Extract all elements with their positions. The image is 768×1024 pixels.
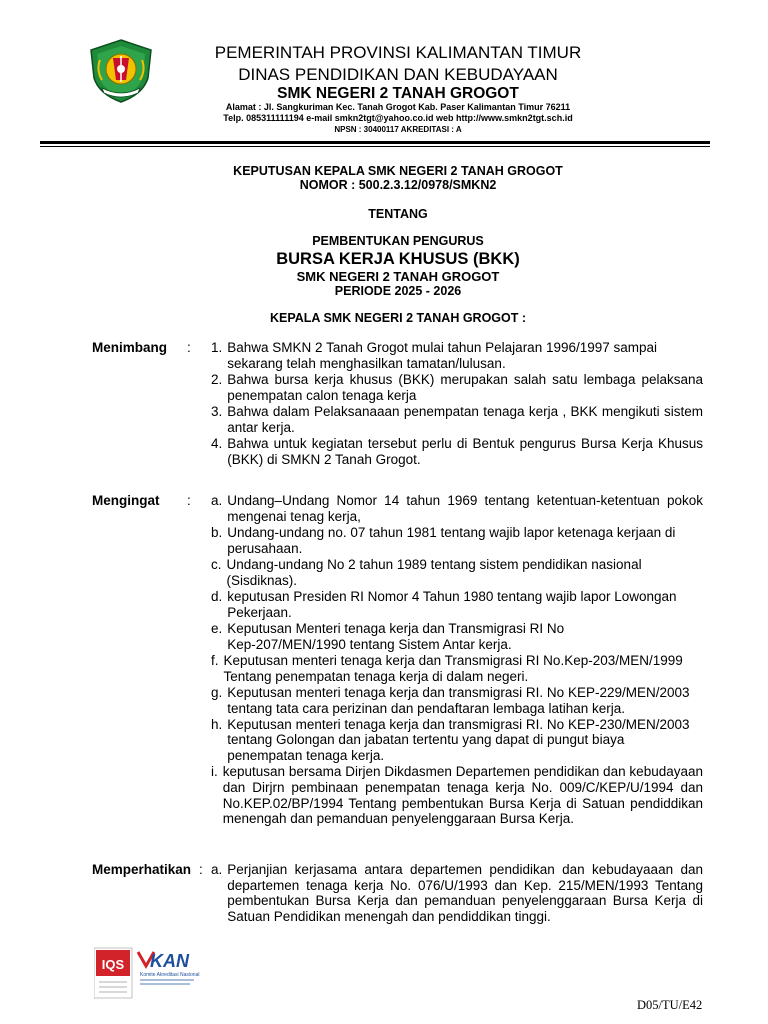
item-number: b. (211, 524, 223, 540)
item-number: d. (211, 588, 223, 604)
section-label: Mengingat (92, 493, 160, 508)
item-number: 4. (211, 435, 223, 451)
document-code: D05/TU/E42 (637, 998, 703, 1012)
item-text: Bahwa dalam Pelaksanaaan penempatan tenaga kerja , BKK mengikuti sistem antar kerja. (227, 403, 703, 435)
decree-about: TENTANG (368, 207, 428, 221)
kan-logo-text: KAN (150, 951, 189, 971)
head-of-school-heading: KEPALA SMK NEGERI 2 TANAH GROGOT : (269, 311, 527, 325)
item-number: i. (211, 764, 218, 780)
list-item (211, 493, 703, 524)
list-item (211, 372, 703, 403)
list-item (211, 436, 703, 467)
item-number: e. (211, 620, 223, 636)
list-item (211, 404, 703, 435)
school-npsn: NPSN : 30400117 AKREDITASI : A (334, 125, 462, 134)
item-number: c. (211, 556, 222, 572)
item-text: Keputusan menteri tenaga kerja dan transmigrasi RI. No KEP-229/MEN/2003 tentang tata cara perizinan dan pendaftaran lembaga latihan kerja. (227, 684, 690, 716)
item-list (211, 862, 703, 925)
letterhead-divider-thick (40, 141, 710, 144)
section-colon: : (199, 862, 203, 877)
item-list (211, 493, 703, 828)
school-name: SMK NEGERI 2 TANAH GROGOT (277, 85, 519, 102)
item-number: 1. (211, 340, 223, 355)
item-number: g. (211, 684, 223, 700)
government-name: PEMERINTAH PROVINSI KALIMANTAN TIMUR (214, 43, 582, 62)
school-address: Alamat : Jl. Sangkuriman Kec. Tanah Grogot Kab. Paser Kalimantan Timur 76211 (225, 102, 571, 112)
item-text: keputusan bersama Dirjen Dikdasmen Departemen pendidikan dan kebudayaan dan Dirjrn pembinaan penempatan tenaga kerja No. 009/C/KEP/U/1994 dan No.KEP.02/BP/1994 Tentang pembentukan Bursa Kerja di Satuan pendiddikan menengah dan pemanduan penyelenggaraan Bursa Kerja. (222, 764, 703, 827)
item-number: f. (211, 652, 219, 668)
iqs-logo-text: IQS (101, 957, 125, 972)
kan-logo-subtitle: Komite Akreditasi Nasional (140, 972, 200, 978)
item-text: Undang-undang no. 07 tahun 1981 tentang wajib lapor ketenaga kerjaan di perusahaan. (227, 524, 676, 556)
list-item (211, 557, 703, 588)
item-text: Keputusan Menteri tenaga kerja dan Transmigrasi RI No Kep-207/MEN/1990 tentang Sistem Antar kerja. (227, 620, 565, 652)
item-text: Keputusan menteri tenaga kerja dan Transmigrasi RI No.Kep-203/MEN/1999 Tentang penempatan tenaga kerja di dalam negeri. (223, 652, 683, 684)
bkk-title: BURSA KERJA KHUSUS (BKK) (276, 250, 520, 268)
decree-title: KEPUTUSAN KEPALA SMK NEGERI 2 TANAH GROGOT (233, 164, 563, 178)
list-item (211, 621, 703, 652)
item-number: h. (211, 716, 223, 732)
item-number: a. (211, 862, 223, 877)
list-item (211, 525, 703, 556)
school-contact: Telp. 085311111194 e-mail smkn2tgt@yahoo.co.id web http://www.smkn2tgt.sch.id (223, 113, 573, 123)
item-text: Perjanjian kerjasama antara departemen pendidikan dan kebudayaaan dan departemen tenaga kerja No. 076/U/1993 dan Kep. 215/MEN/1993 Tentang pembentukan Bursa Kerja dan pemanduan penyelenggaraan Bursa Kerja di Satuan Pendidikan menengah dan pendiddikan tinggi. (227, 862, 703, 924)
item-text: Bahwa untuk kegiatan tersebut perlu di Bentuk pengurus Bursa Kerja Khusus (BKK) di SMKN 2 Tanah Grogot. (227, 435, 703, 467)
bkk-school: SMK NEGERI 2 TANAH GROGOT (296, 269, 500, 284)
section-colon: : (187, 493, 191, 508)
list-item (211, 862, 703, 924)
item-number: a. (211, 493, 223, 508)
section-label: Memperhatikan (92, 862, 192, 877)
item-number: 3. (211, 403, 223, 419)
letterhead-divider-thin (40, 146, 710, 147)
item-number: 2. (211, 371, 223, 387)
item-list (211, 340, 703, 468)
list-item (211, 340, 703, 371)
list-item (211, 685, 703, 716)
decree-subject: PEMBENTUKAN PENGURUS (312, 234, 484, 248)
item-text: Keputusan menteri tenaga kerja dan transmigrasi RI. No KEP-230/MEN/2003 tentang Golongan dan jabatan tertentu yang dapat di pungut biaya penempatan tenaga kerja. (227, 716, 690, 764)
list-item (211, 764, 703, 826)
section-label: Menimbang (92, 340, 168, 355)
item-text: Bahwa bursa kerja khusus (BKK) merupakan salah satu lembaga pelaksana penempatan calon tenaga kerja (227, 371, 703, 403)
decree-number: NOMOR : 500.2.3.12/0978/SMKN2 (299, 178, 497, 192)
list-item (211, 653, 703, 684)
list-item (211, 717, 703, 764)
item-text: Bahwa SMKN 2 Tanah Grogot mulai tahun Pelajaran 1996/1997 sampai sekarang telah menghasilkan tamatan/lulusan. (227, 340, 658, 371)
item-text: keputusan Presiden RI Nomor 4 Tahun 1980 tentang wajib lapor Lowongan Pekerjaan. (227, 588, 677, 620)
section-colon: : (187, 340, 191, 355)
item-text: Undang–Undang Nomor 14 tahun 1969 tentang ketentuan-ketentuan pokok mengenai tenag kerja, (227, 493, 703, 524)
bkk-period: PERIODE 2025 - 2026 (334, 284, 462, 298)
item-text: Undang-undang No 2 tahun 1989 tentang sistem pendidikan nasional (Sisdiknas). (226, 556, 642, 588)
certification-logos (94, 944, 254, 1002)
department-name: DINAS PENDIDIKAN DAN KEBUDAYAAN (238, 65, 558, 84)
list-item (211, 589, 703, 620)
